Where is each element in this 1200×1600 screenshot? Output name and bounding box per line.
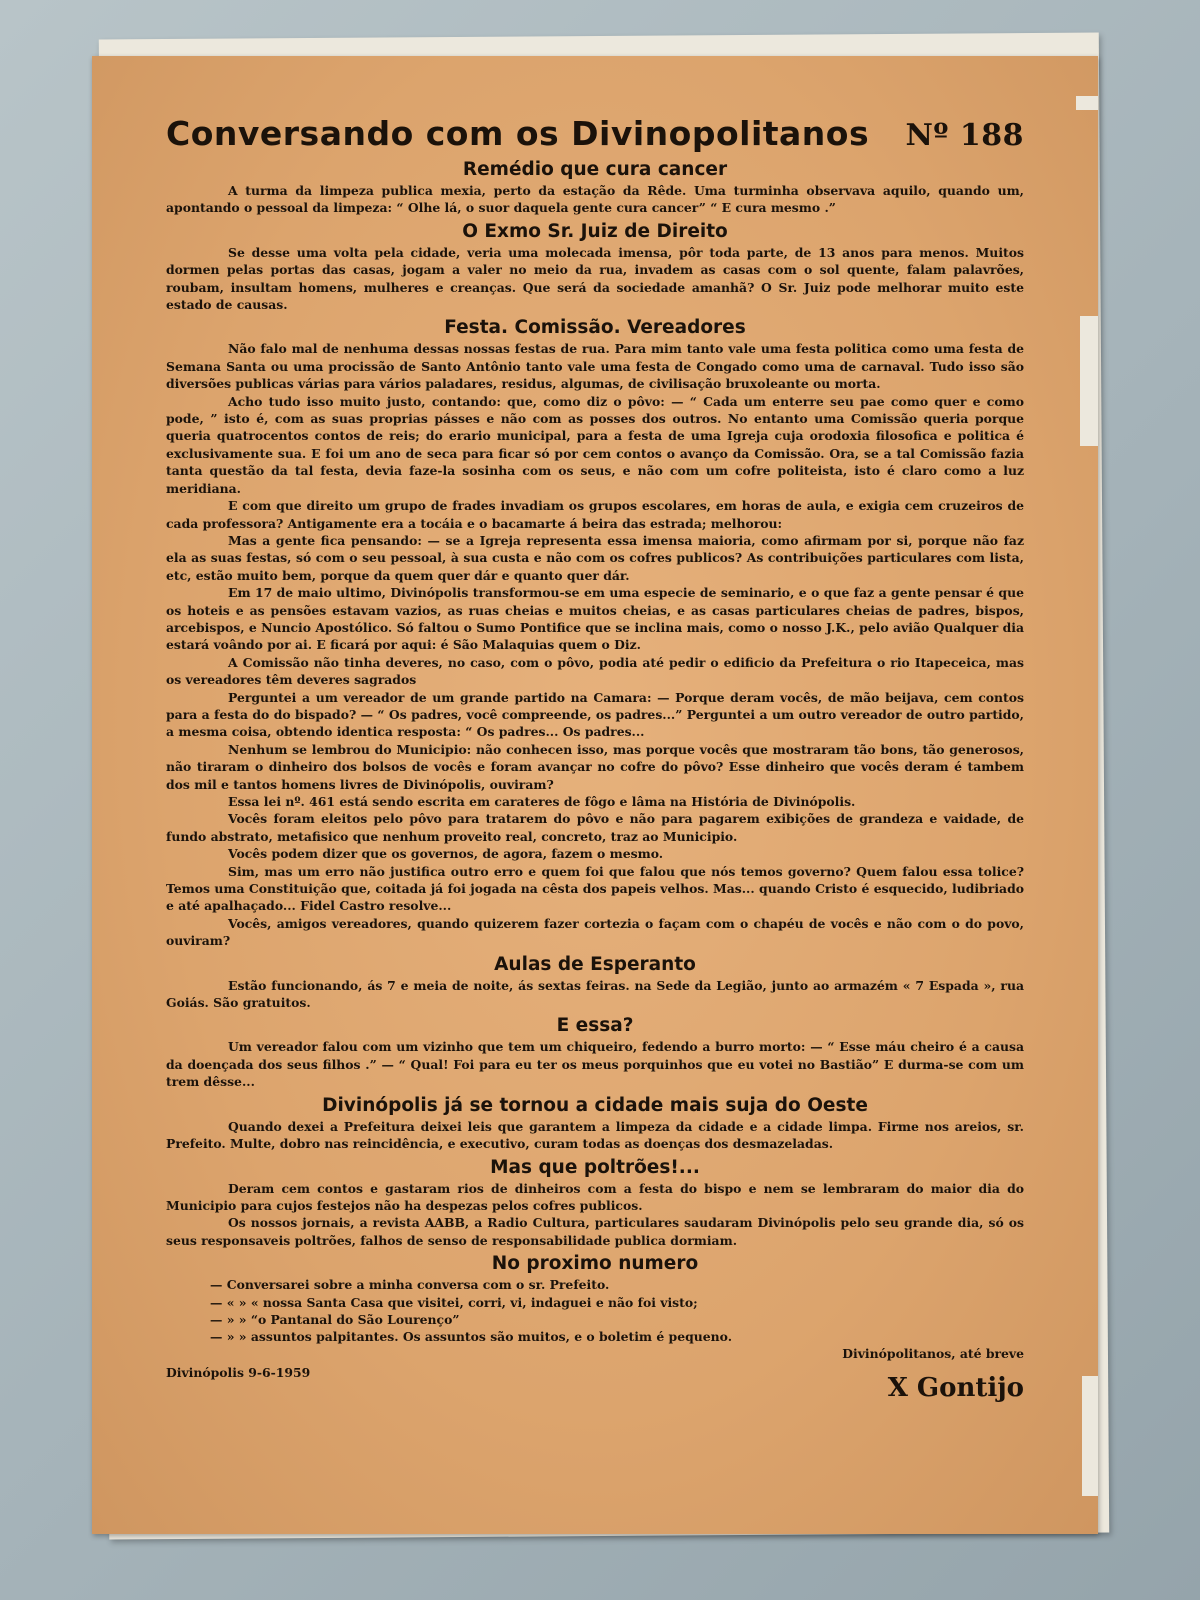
masthead-title: Conversando com os Divinopolitanos [166, 114, 870, 153]
next-issue-list [210, 1276, 1024, 1346]
section-paragraph: Não falo mal de nenhuma dessas nossas festas de rua. Para mim tanto vale uma festa politica como uma festa de Semana Santa ou uma procissão de Santo Antônio tanto vale uma festa de Congado como uma de carnaval. Tudo isso são diversões publicas várias para vários paladares, residus, algumas, de civilisação bruxoleante ou morta. [166, 341, 1024, 392]
section-paragraph: Se desse uma volta pela cidade, veria uma molecada imensa, pôr toda parte, de 13 anos para menos. Muitos dormen pelas portas das casas, jogam a valer no meio da rua, invadem as casas com o sol quente, falam palavrões, roubam, insultam homens, mulheres e creanças. Que será da sociedade amanhã? O Sr. Juiz pode melhorar muito este estado de causas. [166, 244, 1024, 313]
section-paragraph: Essa lei nº. 461 está sendo escrita em carateres de fôgo e lâma na História de Divinópolis. [228, 794, 856, 809]
section-paragraph: Vocês podem dizer que os governos, de agora, fazem o mesmo. [228, 846, 664, 862]
section-paragraph: Acho tudo isso muito justo, contando: que, como diz o pôvo: — “ Cada um enterre seu pae como quer e como pode, ” isto é, com as suas proprias pásses e não com as posses dos outros. No entanto uma Comissão queria porque queria quatrocentos contos de reis; do erario municipal, para a festa de uma Igreja cuja orodoxia filosofica e politica é exclusivamente sua. E foi um ano de seca para ficar só por cem contos o avanço da Comissão. Ora, se a tal Comissão fazia tanta questão da tal festa, devia faze-la sosinha com os seus, e não com um cofre politeista, isto é claro como a luz meridiana. [166, 393, 1024, 496]
signoff: Divinópolitanos, até breve [842, 1345, 1024, 1361]
next-issue-item: — » » “o Pantanal do São Lourenço” [210, 1311, 460, 1327]
signature: X Gontijo [887, 1372, 1024, 1403]
section-paragraph: Deram cem contos e gastaram rios de dinheiros com a festa do bispo e nem se lembraram do maior dia do Municipio para cujos festejos não ha despezas pelos cofres publicos. [166, 1180, 1024, 1213]
next-issue-item: — » » assuntos palpitantes. Os assuntos são muitos, e o boletim é pequeno. [210, 1329, 733, 1345]
section-paragraph: E com que direito um grupo de frades invadiam os grupos escolares, em horas de aula, e exigia cem cruzeiros de cada professora? Antigamente era a tocáia e o bacamarte á beira das estrada; melhorou: [166, 498, 1024, 531]
section-paragraph: Os nossos jornais, a revista AABB, a Radio Cultura, particulares saudaram Divinópolis pelo seu grande dia, só os seus responsaveis poltrões, falhos de senso de responsabilidade publica dormiam. [166, 1215, 1024, 1248]
footer [166, 1363, 1024, 1403]
section-heading: Remédio que cura cancer [462, 159, 728, 180]
section-heading: Festa. Comissão. Vereadores [444, 317, 746, 339]
section-paragraph: Nenhum se lembrou do Municipio: não conhecen isso, mas porque vocês que mostraram tão bons, tão generosos, não tiraram o dinheiro dos bolsos de vocês e foram avançar no cofre do pôvo? Esse dinheiro que vocês deram é tambem dos mil e tantos homens livres de Divinópolis, ouviram? [166, 741, 1024, 792]
section-heading: E essa? [556, 1015, 634, 1037]
place-date: Divinópolis 9-6-1959 [166, 1364, 311, 1380]
page-content [166, 114, 1024, 1403]
issue-number: Nº 188 [905, 118, 1024, 153]
section-paragraph: Quando dexei a Prefeitura deixei leis que garantem a limpeza da cidade e a cidade limpa. Firme nos areios, sr. Prefeito. Multe, dobro nas reincidência, e executivo, curam todas as doenças dos desmazeladas. [166, 1118, 1024, 1152]
section-paragraph: Mas a gente fica pensando: — se a Igreja representa essa imensa maioria, como afirmam por si, porque não faz ela as suas festas, só com o seu pessoal, à sua custa e não com os cofres publicos? As contribuições particulares com lista, etc, estão muito bem, porque da quem quer dár e quanto quer dár. [166, 532, 1024, 583]
section-heading: Mas que poltrões!... [490, 1156, 700, 1178]
section-paragraph: Vocês foram eleitos pelo pôvo para tratarem do pôvo e não para pagarem exibições de grandeza e vaidade, de fundo abstrato, metafisico que nenhum proveito real, concreto, traz ao Municipio. [166, 811, 1024, 844]
section-heading: Divinópolis já se tornou a cidade mais suja do Oeste [322, 1094, 868, 1116]
section-heading: Aulas de Esperanto [494, 953, 696, 975]
page-tear [1076, 96, 1098, 110]
section-paragraph: Vocês, amigos vereadores, quando quizerem fazer cortezia o façam com o chapéu de vocês e não com o do povo, ouviram? [166, 915, 1024, 949]
newsletter-page [92, 56, 1098, 1534]
section-paragraph: A Comissão não tinha deveres, no caso, com o pôvo, podia até pedir o edificio da Prefeitura o rio Itapeceica, mas os vereadores têm deveres sagrados [166, 654, 1024, 688]
section-paragraph: Sim, mas um erro não justifica outro erro e quem foi que falou que nós temos governo? Quem falou essa tolice? Temos uma Constituição que, coitada já foi jogada na cêsta dos papeis velhos. Mas... quando Cristo é esquecido, ludibriado e até apalhaçado... Fidel Castro resolve... [166, 863, 1024, 914]
next-issue-item: — « » « nossa Santa Casa que visitei, corri, vi, indaguei e não foi visto; [210, 1294, 698, 1310]
next-issue-heading: No proximo numero [491, 1253, 699, 1275]
page-tear [1082, 1376, 1098, 1496]
page-tear [1080, 316, 1098, 446]
section-paragraph: Estão funcionando, ás 7 e meia de noite, ás sextas feiras. na Sede da Legião, junto ao armazém « 7 Espada », rua Goiás. São gratuitos. [166, 977, 1024, 1011]
masthead [166, 114, 1024, 153]
section-paragraph: Perguntei a um vereador de um grande partido na Camara: — Porque deram vocês, de mão beijava, cem contos para a festa do do bispado? — “ Os padres, você compreende, os padres...” Perguntei a um outro vereador de outro partido, a mesma coisa, obtendo identica resposta: “ Os padres... Os padres... [166, 689, 1024, 740]
section-paragraph: Em 17 de maio ultimo, Divinópolis transformou-se em uma especie de seminario, e o que faz a gente pensar é que os hoteis e as pensões estavam vazios, as ruas cheias e muitos cheias, e as casas particulares cheias de padres, bispos, arcebispos, e Nuncio Apostólico. Só faltou o Sumo Pontifice que se inclina mais, como o nosso J.K., pelo avião Qualquer dia estará voândo por ai. E ficará por aqui: é São Malaquias quem o Diz. [166, 585, 1024, 653]
section-paragraph: Um vereador falou com um vizinho que tem um chiqueiro, fedendo a burro morto: — “ Esse máu cheiro é a causa da doençada dos seus filhos .” — “ Qual! Foi para eu ter os meus porquinhos que eu votei no Bastião” E durma-se com um trem dêsse... [166, 1039, 1024, 1090]
section-heading: O Exmo Sr. Juiz de Direito [462, 220, 728, 242]
next-issue-item: — Conversarei sobre a minha conversa com o sr. Prefeito. [210, 1277, 610, 1293]
section-paragraph: A turma da limpeza publica mexia, perto da estação da Rêde. Uma turminha observava aquilo, quando um, apontando o pessoal da limpeza: “ Olhe lá, o suor daquela gente cura cancer” “ E cura mesmo .” [166, 183, 1024, 216]
